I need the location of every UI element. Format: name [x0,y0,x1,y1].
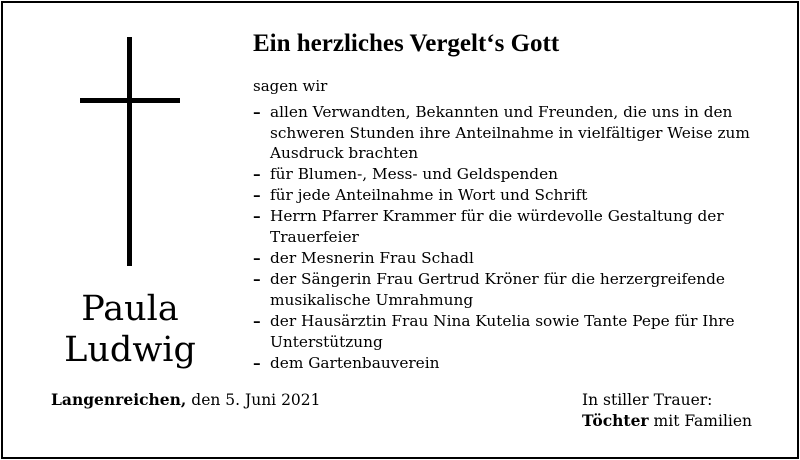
list-item-line: allen Verwandten, Bekannten und Freunden, die uns in den [270,103,733,121]
family-line [582,411,752,432]
bullet-dash: – [253,186,261,205]
list-item-line: der Mesnerin Frau Schadl [270,249,474,268]
list-item-line: Ausdruck brachten [270,144,419,163]
list-item [253,102,763,164]
bullet-dash: – [253,207,261,226]
date: den 5. Juni 2021 [191,391,321,409]
place-date [51,390,321,409]
deceased-first-name: Paula [81,289,179,329]
cross-icon [80,37,180,266]
bullet-dash: – [253,353,261,372]
bullet-dash: – [253,103,261,121]
intro-text: sagen wir [253,77,328,95]
list-item-line: für jede Anteilnahme in Wort und Schrift [270,186,588,205]
deceased-last-name: Ludwig [64,330,196,370]
list-item [253,206,763,247]
bullet-dash: – [253,249,261,268]
bullet-dash: – [253,270,261,289]
list-item [253,353,763,374]
family-bold: Töchter [582,410,649,430]
heading: Ein herzliches Vergelt‘s Gott [253,30,560,57]
thanks-list [253,102,763,374]
list-item-line: Unterstützung [270,332,383,351]
list-item [253,164,763,185]
list-item-line: Trauerfeier [270,228,359,247]
family-rest: mit Familien [653,411,753,430]
list-item-line: dem Gartenbauverein [270,353,440,372]
list-item [253,311,763,352]
list-item-line: für Blumen-, Mess- und Geldspenden [270,165,558,184]
signature-block [582,390,752,431]
mourning-label: In stiller Trauer: [582,391,713,409]
list-item-line: Herrn Pfarrer Krammer für die würdevolle Gestaltung der [270,207,724,226]
list-item-line: schweren Stunden ihre Anteilnahme in vielfältiger Weise zum [270,123,750,142]
bullet-dash: – [253,311,261,330]
list-item [253,185,763,206]
list-item-line: der Sängerin Frau Gertrud Kröner für die herzergreifende [270,270,725,289]
list-item [253,269,763,310]
list-item-line: musikalische Umrahmung [270,290,474,309]
place: Langenreichen, [51,390,187,409]
list-item [253,248,763,269]
bullet-dash: – [253,165,261,184]
list-item-line: der Hausärztin Frau Nina Kutelia sowie Tante Pepe für Ihre [270,311,735,330]
